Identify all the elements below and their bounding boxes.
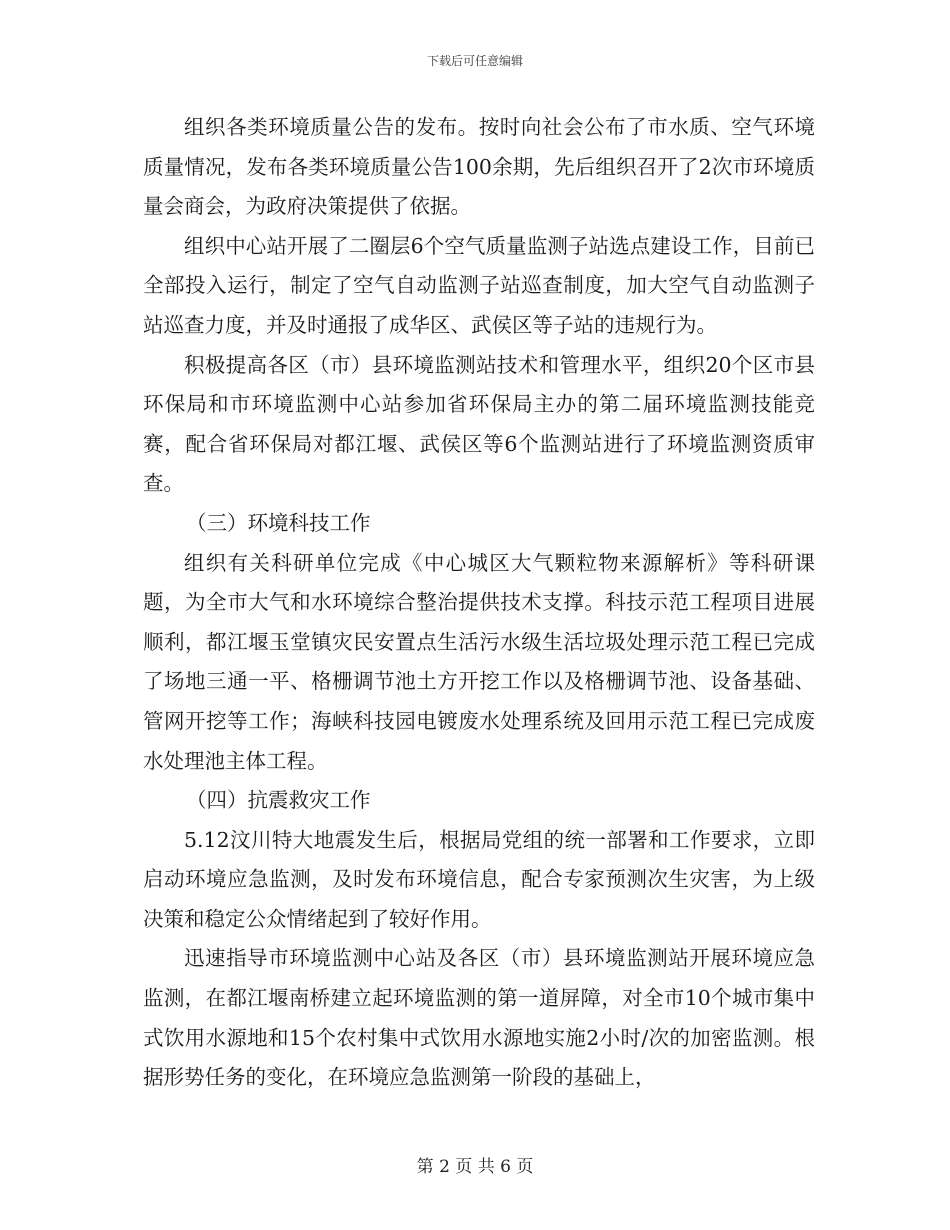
document-body (143, 108, 815, 1098)
paragraph-water-source-monitoring: 迅速指导市环境监测中心站及各区（市）县环境监测站开展环境应急监测，在都江堰南桥建立起环境监测的第一道屏障，对全市10个城市集中式饮用水源地和15个农村集中式饮用水源地实施2小时/次的加密监测。根据形势任务的变化，在环境应急监测第一阶段的基础上， (143, 946, 815, 1090)
paragraph-environment-bulletins: 组织各类环境质量公告的发布。按时向社会公布了市水质、空气环境质量情况，发布各类环境质量公告100余期，先后组织召开了2次市环境质量会商会，为政府决策提供了依据。 (143, 115, 815, 219)
paragraph-research-projects: 组织有关科研单位完成《中心城区大气颗粒物来源解析》等科研课题，为全市大气和水环境综合整治提供技术支撑。科技示范工程项目进展顺利，都江堰玉堂镇灾民安置点生活污水级生活垃圾处理示范工程已完成了场地三通一平、格栅调节池土方开挖工作以及格栅调节池、设备基础、管网开挖等工作；海峡科技园电镀废水处理系统及回用示范工程已完成废水处理池主体工程。 (143, 550, 815, 773)
paragraph-air-monitoring-stations: 组织中心站开展了二圈层6个空气质量监测子站选点建设工作，目前已全部投入运行，制定了空气自动监测子站巡查制度，加大空气自动监测子站巡查力度，并及时通报了成华区、武侯区等子站的违规行为。 (143, 233, 815, 337)
section-heading-science-tech: （三）环境科技工作 (186, 510, 371, 535)
paragraph-monitoring-management: 积极提高各区（市）县环境监测站技术和管理水平，组织20个区市县环保局和市环境监测中心站参加省环保局主办的第二届环境监测技能竞赛，配合省环保局对都江堰、武侯区等6个监测站进行了环境监测资质审查。 (143, 352, 815, 496)
paragraph-emergency-monitoring: 5.12汶川特大地震发生后，根据局党组的统一部署和工作要求，立即启动环境应急监测，及时发布环境信息，配合专家预测次生灾害，为上级决策和稳定公众情绪起到了较好作用。 (143, 827, 815, 931)
page-number: 第 2 页 共 6 页 (416, 1157, 534, 1177)
page-header: 下载后可任意编辑 (426, 54, 523, 68)
section-heading-earthquake-relief: （四）抗震救灾工作 (186, 788, 371, 813)
